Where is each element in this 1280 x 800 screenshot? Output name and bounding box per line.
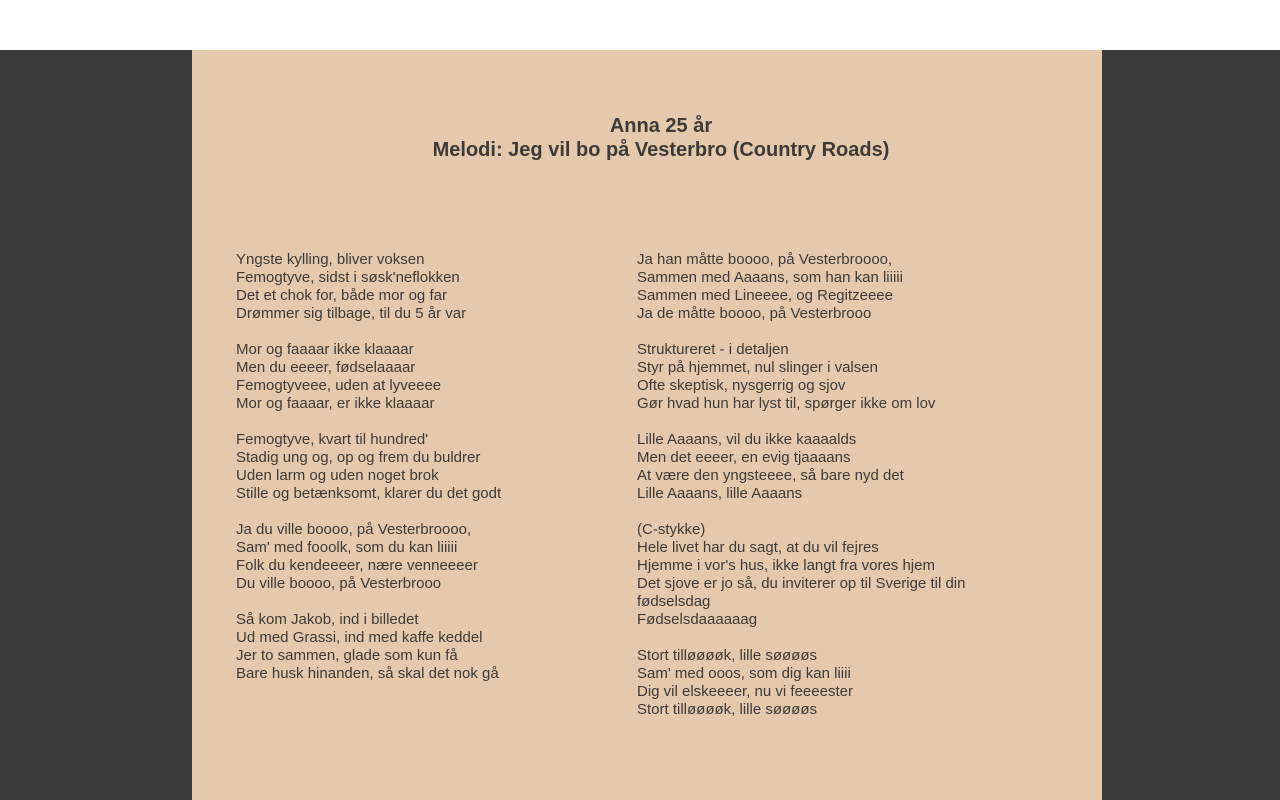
lyric-line: Stadig ung og, op og frem du buldrer <box>236 449 481 466</box>
stanza <box>236 341 616 413</box>
lyrics-column-right <box>637 251 982 737</box>
lyric-line: Sam' med ooos, som dig kan liiii <box>637 665 851 682</box>
lyrics-column-left <box>236 251 616 701</box>
lyric-line: Sammen med Aaaans, som han kan liiiii <box>637 269 903 286</box>
lyric-line: Sammen med Lineeee, og Regitzeeee <box>637 287 893 304</box>
lyric-line: Hjemme i vor's hus, ikke langt fra vores hjem <box>637 557 935 574</box>
lyric-line: Ofte skeptisk, nysgerrig og sjov <box>637 377 846 394</box>
lyric-line: Mor og faaaar ikke klaaaar <box>236 341 414 358</box>
lyric-line: Så kom Jakob, ind i billedet <box>236 611 419 628</box>
lyric-line: Drømmer sig tilbage, til du 5 år var <box>236 305 467 322</box>
lyric-line: (C-stykke) <box>637 521 706 538</box>
stanza <box>236 521 616 593</box>
lyric-line: Stille og betænksomt, klarer du det godt <box>236 485 502 502</box>
lyric-line: Sam' med fooolk, som du kan liiiii <box>236 539 458 556</box>
stanza <box>637 647 982 719</box>
lyric-line: Mor og faaaar, er ikke klaaaar <box>236 395 435 412</box>
song-title: Anna 25 år <box>609 115 713 137</box>
lyric-line: Struktureret - i detaljen <box>637 341 789 358</box>
lyric-line: Fødselsdaaaaaag <box>637 611 758 628</box>
lyric-line: Hele livet har du sagt, at du vil fejres <box>637 539 879 556</box>
lyric-line: Ja du ville boooo, på Vesterbroooo, <box>236 521 472 538</box>
stanza <box>637 341 982 413</box>
lyric-line: Du ville boooo, på Vesterbrooo <box>236 575 442 592</box>
lyric-line: Men du eeeer, fødselaaaar <box>236 359 416 376</box>
lyric-line: Ud med Grassi, ind med kaffe keddel <box>236 629 483 646</box>
lyric-line: Lille Aaaans, vil du ikke kaaaalds <box>637 431 857 448</box>
lyric-line: Bare husk hinanden, så skal det nok gå <box>236 665 499 682</box>
lyric-line: Jer to sammen, glade som kun få <box>236 647 458 664</box>
stanza <box>637 431 982 503</box>
lyric-line: Det et chok for, både mor og far <box>236 287 447 304</box>
stanza <box>637 521 982 629</box>
lyric-line: Ja han måtte boooo, på Vesterbroooo, <box>637 251 893 268</box>
lyric-line: At være den yngsteeee, så bare nyd det <box>637 467 904 484</box>
lyric-line: Stort tilløøøøk, lille søøøøs <box>637 701 817 718</box>
lyric-line: Uden larm og uden noget brok <box>236 467 439 484</box>
lyric-line: Gør hvad hun har lyst til, spørger ikke om lov <box>637 395 936 412</box>
lyric-line: Dig vil elskeeeer, nu vi feeeester <box>637 683 853 700</box>
lyric-line: Femogtyve, kvart til hundred' <box>236 431 429 448</box>
stanza <box>236 251 616 323</box>
lyric-line: Femogtyve, sidst i søsk'neflokken <box>236 269 460 286</box>
lyric-line: Styr på hjemmet, nul slinger i valsen <box>637 359 878 376</box>
lyric-line: Femogtyveee, uden at lyveeee <box>236 377 442 394</box>
lyric-line: Stort tilløøøøk, lille søøøøs <box>637 647 817 664</box>
browser-top-bar <box>0 0 1280 50</box>
lyrics-sheet <box>192 50 1102 800</box>
lyric-line: Yngste kylling, bliver voksen <box>236 251 425 268</box>
stanza <box>236 611 616 683</box>
stanza <box>637 251 982 323</box>
lyric-line: Ja de måtte boooo, på Vesterbrooo <box>637 305 872 322</box>
stanza <box>236 431 616 503</box>
song-subtitle: Melodi: Jeg vil bo på Vesterbro (Country Roads) <box>432 139 890 161</box>
lyric-line: Det sjove er jo så, du inviterer op til Sverige til din fødselsdag <box>637 575 966 610</box>
song-header <box>192 114 1130 162</box>
lyric-line: Men det eeeer, en evig tjaaaans <box>637 449 851 466</box>
lyric-line: Lille Aaaans, lille Aaaans <box>637 485 803 502</box>
lyric-line: Folk du kendeeeer, nære venneeeer <box>236 557 478 574</box>
